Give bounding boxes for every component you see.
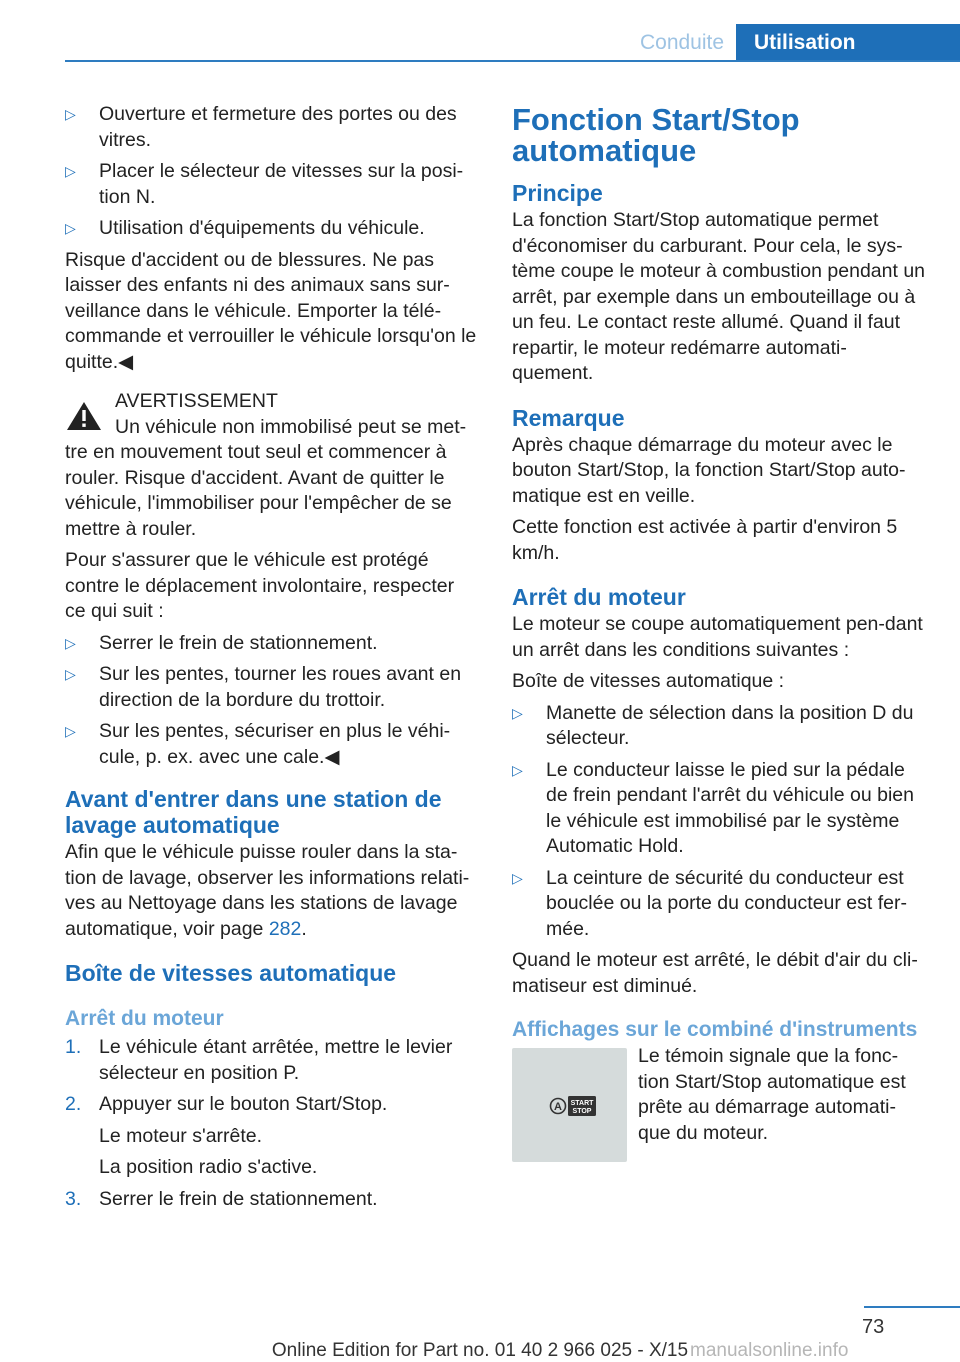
page-title: Fonction Start/Stop automatique xyxy=(512,102,800,168)
list-item: ▷ Placer le sélecteur de vitesses sur la posi‐tion N. xyxy=(65,160,464,208)
svg-text:START: START xyxy=(570,1100,594,1107)
triangle-bullet-icon: ▷ xyxy=(65,666,76,682)
indicator-block xyxy=(512,1044,928,1162)
svg-text:STOP: STOP xyxy=(572,1108,592,1115)
arret-after-paragraph: Quand le moteur est arrêté, le débit d'air du cli‐matiseur est diminué. xyxy=(512,949,918,997)
principe-heading: Principe xyxy=(512,180,603,206)
principe-paragraph: La fonction Start/Stop automatique permet d'économiser du carburant. Pour cela, le sys‐tème coupe le moteur à combustion pendant un arrêt, par exemple dans un embouteillage ou à un feu. Le contact reste allumé. Quand il faut repartir, le moteur redémarre automati‐quement. xyxy=(512,209,926,384)
triangle-bullet-icon: ▷ xyxy=(65,106,76,122)
triangle-bullet-icon: ▷ xyxy=(65,634,76,651)
list-item: ▷ Utilisation d'équipements du véhicule. xyxy=(65,216,477,242)
svg-text:A: A xyxy=(554,1101,562,1113)
warning-text: Un véhicule non immobilisé peut se met‐tre en mouvement tout seul et commencer à rouler. Risque d'accident. Avant de quitter le véhicule, l'immobiliser pour l'empêcher de se mettre à rouler. xyxy=(65,415,467,540)
indicator-pictogram xyxy=(512,1048,627,1162)
list-item: 3. Serrer le frein de stationnement. xyxy=(65,1187,378,1210)
indicator-text: Le témoin signale que la fonc‐tion Start/Stop automatique est prête au démarrage automati‐que du moteur. xyxy=(638,1045,906,1144)
step-note: Le moteur s'arrête. xyxy=(99,1124,263,1147)
warning-triangle-icon xyxy=(65,399,103,433)
list-item: 2. Appuyer sur le bouton Start/Stop. xyxy=(65,1093,388,1115)
list-item: ▷ Sur les pentes, sécuriser en plus le véhi‐cule, p. ex. avec une cale.◀ xyxy=(65,720,451,768)
list-item: ▷ Manette de sélection dans la position D du sélecteur. xyxy=(512,701,914,749)
affichages-subheading: Affichages sur le combiné d'instruments xyxy=(512,1018,918,1041)
list-item: ▷ Sur les pentes, tourner les roues avant en direction de la bordure du trottoir. xyxy=(65,663,462,711)
arret-paragraph: Le moteur se coupe automatiquement pen‐dant un arrêt dans les conditions suivantes : xyxy=(512,613,923,661)
ensure-paragraph: Pour s'assurer que le véhicule est protégé contre le déplacement involontaire, respecter ce qui suit : xyxy=(65,549,455,622)
gearbox-heading: Boîte de vitesses automatique xyxy=(65,960,397,986)
start-stop-indicator-icon xyxy=(548,1094,598,1118)
tab-conduite[interactable]: Conduite xyxy=(639,31,725,54)
footer-rule xyxy=(864,1306,960,1308)
list-item: 1. Le véhicule étant arrêtée, mettre le levier sélecteur en position P. xyxy=(65,1036,453,1084)
right-column xyxy=(512,102,928,1162)
remarque-paragraph: Après chaque démarrage du moteur avec le bouton Start/Stop, la fonction Start/Stop auto‐matique est en veille. xyxy=(512,433,906,507)
left-column xyxy=(65,102,477,1218)
warning-block xyxy=(65,389,477,542)
tab-utilisation[interactable]: Utilisation xyxy=(736,24,960,62)
list-item: ▷ Serrer le frein de stationnement. xyxy=(65,631,477,657)
arret-label: Boîte de vitesses automatique : xyxy=(512,670,785,692)
step-note: La position radio s'active. xyxy=(99,1156,318,1178)
page-link[interactable]: 282 xyxy=(268,917,302,940)
triangle-bullet-icon: ▷ xyxy=(512,761,523,778)
risk-paragraph: Risque d'accident ou de blessures. Ne pas laisser des enfants ni des animaux sans sur‐veillance dans le véhicule. Emporter la télé‐commande et verrouiller le véhicule lorsqu'on le quitte.◀ xyxy=(65,248,477,373)
triangle-bullet-icon: ▷ xyxy=(65,723,76,739)
triangle-bullet-icon: ▷ xyxy=(512,704,523,721)
triangle-bullet-icon: ▷ xyxy=(65,163,76,179)
list-item: ▷ Ouverture et fermeture des portes ou des vitres. xyxy=(65,103,457,151)
carwash-heading: Avant d'entrer dans une station de lavage automatique xyxy=(65,786,442,838)
edition-text: Online Edition for Part no. 01 40 2 966 025 - X/15 xyxy=(271,1340,689,1361)
remarque-paragraph-2: Cette fonction est activée à partir d'environ 5 km/h. xyxy=(512,516,898,564)
warning-title: AVERTISSEMENT xyxy=(115,390,278,412)
arret-heading: Arrêt du moteur xyxy=(512,584,686,610)
list-item: ▷ Le conducteur laisse le pied sur la pédale de frein pendant l'arrêt du véhicule ou bien le véhicule est immobilisé par le système Automatic Hold. xyxy=(512,758,914,857)
remarque-heading: Remarque xyxy=(512,404,625,431)
triangle-bullet-icon: ▷ xyxy=(512,869,523,886)
engine-stop-subheading: Arrêt du moteur xyxy=(65,1007,224,1030)
carwash-paragraph: Afin que le véhicule puisse rouler dans la sta‐tion de lavage, observer les informations relati‐ves au Nettoyage dans les stations de lavage automatique, voir page 282. xyxy=(65,841,470,940)
page-number: 73 xyxy=(862,1316,885,1338)
watermark: manualsonline.info xyxy=(690,1340,849,1361)
header-rule xyxy=(65,60,960,62)
list-item: ▷ La ceinture de sécurité du conducteur est bouclée ou la porte du conducteur est fer‐mée. xyxy=(512,866,907,940)
triangle-bullet-icon: ▷ xyxy=(65,220,76,236)
